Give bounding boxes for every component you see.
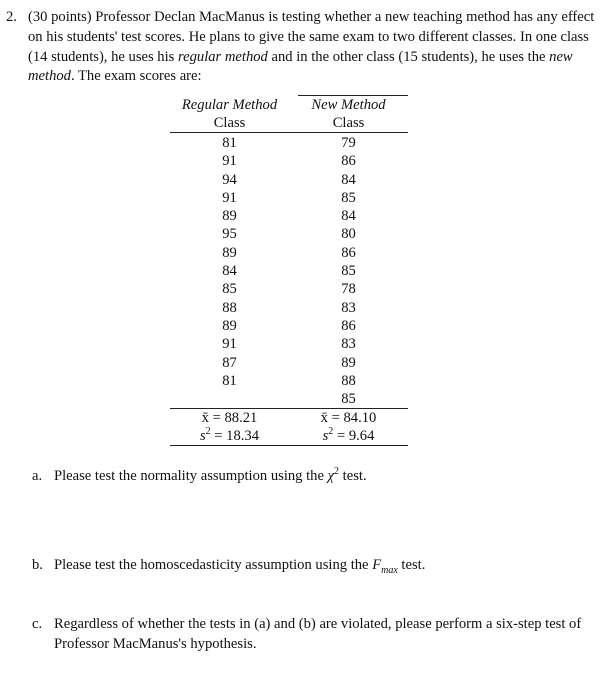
regular-variance: $s^2 = 18.34$ (199, 426, 260, 445)
regular-scores-column (170, 134, 289, 408)
new-score-cell: 89 (341, 354, 356, 371)
regular-mean: x̄ = 88.21 (201, 410, 258, 427)
part-c-text: Regardless of whether the tests in (a) and (b) are violated, please perform a six-step test of Professor MacManus's hypothesis. (54, 616, 582, 652)
part-b-text: Please test the homoscedasticity assumption using the $F_{max}$ test. (54, 557, 426, 576)
regular-score-cell: 94 (222, 171, 237, 188)
summary-stats (170, 408, 408, 446)
regular-score-cell: 91 (222, 189, 237, 206)
regular-stats (170, 409, 289, 445)
new-score-cell: 86 (341, 153, 356, 170)
new-score-cell: 80 (341, 226, 356, 243)
new-score-cell: 84 (341, 171, 356, 188)
regular-score-cell: 87 (222, 354, 237, 371)
new-score-cell: 78 (341, 281, 356, 298)
question-number: 2. (6, 9, 17, 25)
new-score-cell: 79 (341, 135, 356, 151)
regular-score-cell: 89 (222, 208, 237, 225)
regular-score-cell: 88 (222, 299, 237, 316)
new-scores-column (289, 134, 408, 408)
question-text: (30 points) Professor Declan MacManus is testing whether a new teaching method has any effect on his students' test scores. He plans to give the same exam to two different classes. In one class (14 students), he uses his regular method and in the other class (15 students), he uses the new method. The exam scores are: (28, 9, 595, 85)
table-body (170, 133, 408, 408)
regular-score-cell: 91 (222, 336, 237, 353)
new-mean: x̄ = 84.10 (320, 410, 377, 427)
question-2 (6, 8, 606, 87)
new-variance: $s^2 = 9.64$ (322, 426, 375, 445)
table-header (170, 96, 408, 133)
header-regular: Regular Method Class (181, 97, 278, 131)
header-new: New Method Class (311, 97, 386, 131)
regular-score-cell: 81 (222, 135, 237, 151)
new-score-cell: 85 (341, 263, 356, 280)
new-score-cell: 88 (341, 372, 356, 389)
regular-score-cell: 89 (222, 317, 237, 334)
regular-score-cell: 85 (222, 281, 237, 298)
part-b (32, 555, 592, 575)
new-score-cell: 84 (341, 208, 356, 225)
regular-score-cell: 84 (222, 263, 237, 280)
regular-score-cell: 95 (222, 226, 237, 243)
new-method-phrase: new method (28, 48, 573, 85)
part-c-label: c. (32, 616, 43, 632)
new-score-cell: 85 (341, 391, 356, 408)
new-score-cell: 83 (341, 299, 356, 316)
new-stats (289, 409, 408, 445)
part-a (32, 466, 592, 486)
part-b-label: b. (32, 557, 43, 573)
regular-method-phrase: regular method (178, 48, 268, 65)
regular-score-cell: 89 (222, 244, 237, 261)
exam-scores-table (170, 95, 408, 446)
regular-score-cell: 91 (222, 153, 237, 170)
new-score-cell: 85 (341, 189, 356, 206)
regular-score-cell: 81 (222, 372, 237, 389)
part-a-label: a. (32, 468, 43, 484)
part-a-text: Please test the normality assumption using the $\chi^2$ test. (54, 466, 367, 484)
part-c (32, 614, 592, 654)
new-score-cell: 86 (341, 317, 356, 334)
new-score-cell: 86 (341, 244, 356, 261)
new-score-cell: 83 (341, 336, 356, 353)
